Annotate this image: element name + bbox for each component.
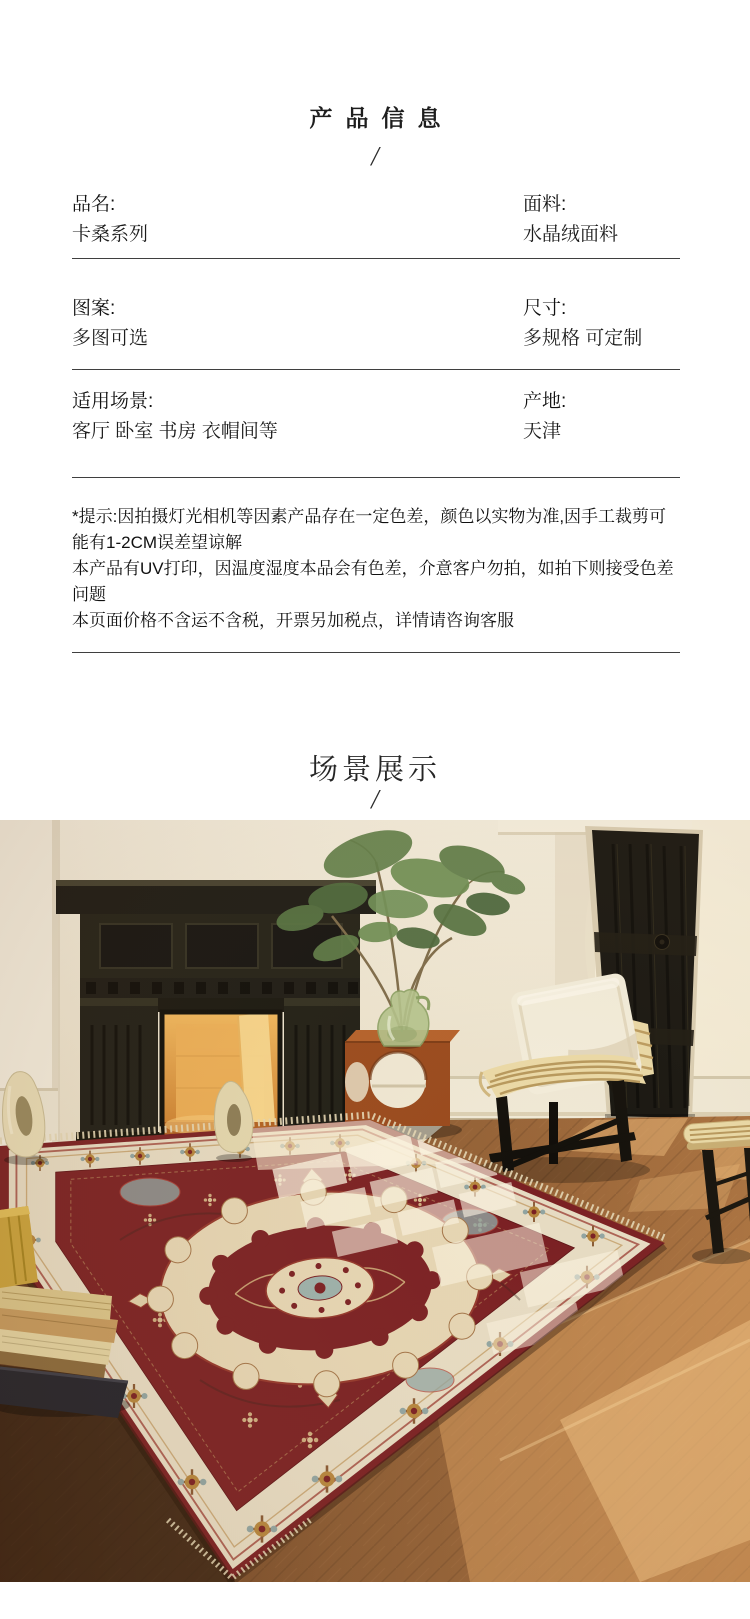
disclaimer-notes [72,478,680,653]
size-label: 尺寸: [523,298,567,319]
info-cell-scene [72,387,680,447]
scene-value: 客厅 卧室 书房 衣帽间等 [72,421,278,442]
pattern-label: 图案: [72,298,116,319]
warm-vignette [0,820,750,1582]
fabric-label: 面料: [523,194,567,215]
size-value: 多规格 可定制 [523,328,643,349]
product-info-table [72,180,680,653]
note-line: 本产品有UV打印，因温度湿度本品会有色差，介意客户勿拍，如拍下则接受色差问题 [72,559,674,604]
divider-slash-icon: / [371,784,379,814]
info-cell-origin [523,387,566,447]
product-info-title: 产品信息 [309,106,454,131]
origin-label: 产地: [523,391,567,412]
info-cell-fabric [523,190,618,250]
name-label: 品名: [72,194,116,215]
scene-section-title: 场景展示 [308,754,441,786]
info-row-name-fabric [72,180,680,259]
scene-label: 适用场景: [72,391,154,412]
info-row-scene-origin [72,370,680,478]
info-cell-size [523,294,642,354]
note-line: *提示:因拍摄灯光相机等因素产品存在一定色差，颜色以实物为准,因手工裁剪可能有1-2CM误差望谅解 [72,507,667,552]
fabric-value: 水晶绒面料 [523,224,619,245]
scene-photo [0,820,750,1582]
divider-slash-icon: / [371,141,379,171]
info-row-pattern-size [72,259,680,370]
name-value: 卡桑系列 [72,224,149,245]
note-line: 本页面价格不含运不含税，开票另加税点，详情请咨询客服 [72,611,514,630]
living-room-rug-illustration [0,820,750,1582]
pattern-value: 多图可选 [72,328,149,349]
origin-value: 天津 [523,421,562,442]
